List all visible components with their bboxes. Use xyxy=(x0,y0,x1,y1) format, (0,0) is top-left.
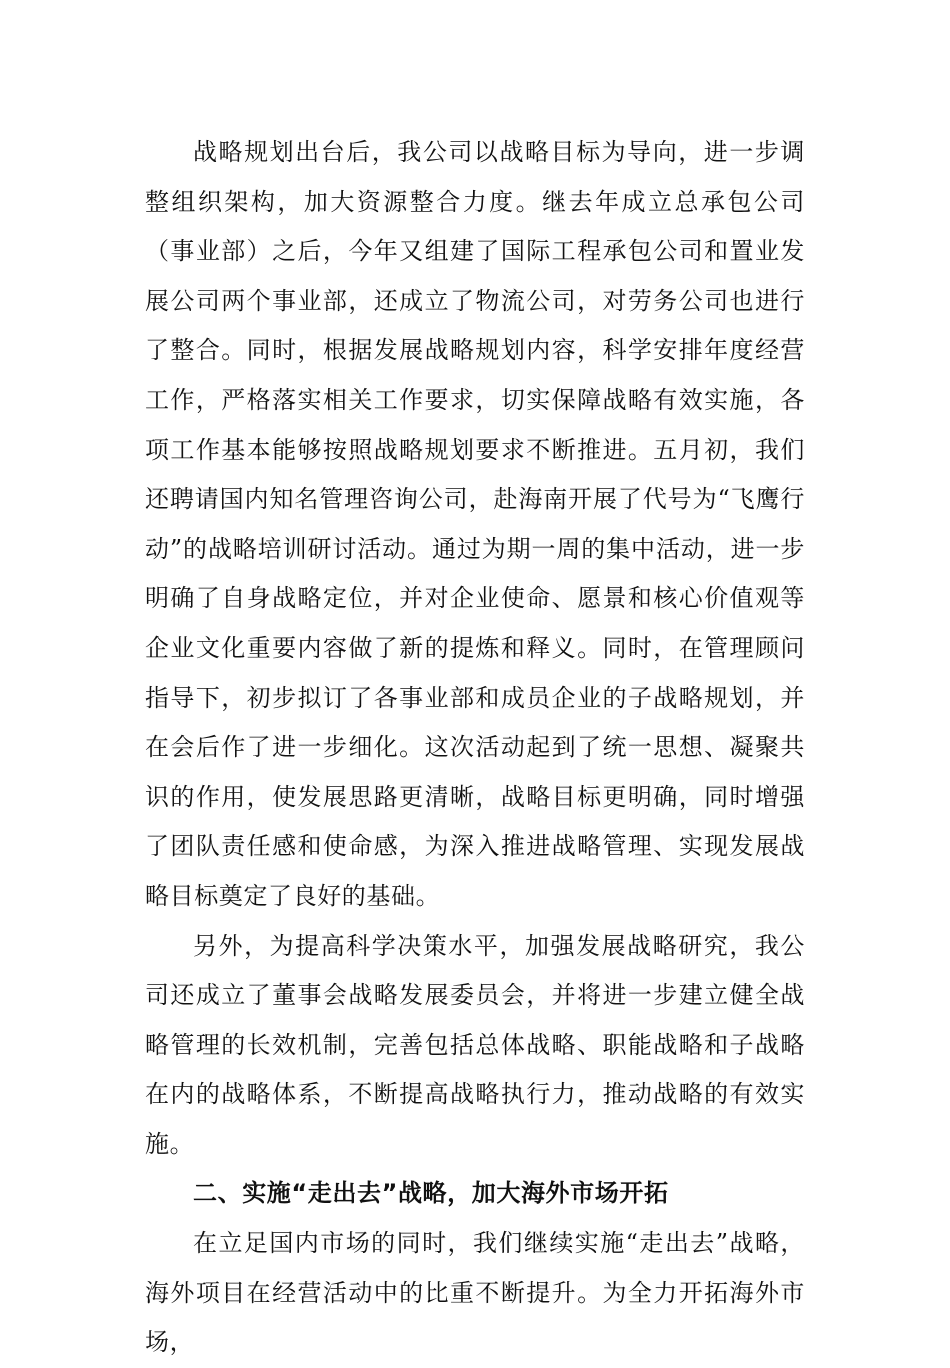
document-body xyxy=(145,128,805,1368)
paragraph-overseas-market: 在立足国内市场的同时，我们继续实施“走出去”战略，海外项目在经营活动中的比重不断提升。为全力开拓海外市场， xyxy=(145,1229,805,1357)
paragraph-strategy-committee: 另外，为提高科学决策水平，加强发展战略研究，我公司还成立了董事会战略发展委员会，并将进一步建立健全战略管理的长效机制，完善包括总体战略、职能战略和子战略在内的战略体系，不断提高战略执行力，推动战略的有效实施。 xyxy=(145,931,805,1158)
paragraph-strategy-implementation: 战略规划出台后，我公司以战略目标为导向，进一步调整组织架构，加大资源整合力度。继去年成立总承包公司（事业部）之后，今年又组建了国际工程承包公司和置业发展公司两个事业部，还成立了物流公司，对劳务公司也进行了整合。同时，根据发展战略规划内容，科学安排年度经营工作，严格落实相关工作要求，切实保障战略有效实施，各项工作基本能够按照战略规划要求不断推进。五月初，我们还聘请国内知名管理咨询公司，赴海南开展了代号为“飞鹰行动”的战略培训研讨活动。通过为期一周的集中活动，进一步明确了自身战略定位，并对企业使命、愿景和核心价值观等企业文化重要内容做了新的提炼和释义。同时，在管理顾问指导下，初步拟订了各事业部和成员企业的子战略规划，并在会后作了进一步细化。这次活动起到了统一思想、凝聚共识的作用，使发展思路更清晰，战略目标更明确，同时增强了团队责任感和使命感，为深入推进战略管理、实现发展战略目标奠定了良好的基础。 xyxy=(145,138,805,910)
section-heading-going-global: 二、实施“走出去”战略，加大海外市场开拓 xyxy=(193,1179,669,1208)
